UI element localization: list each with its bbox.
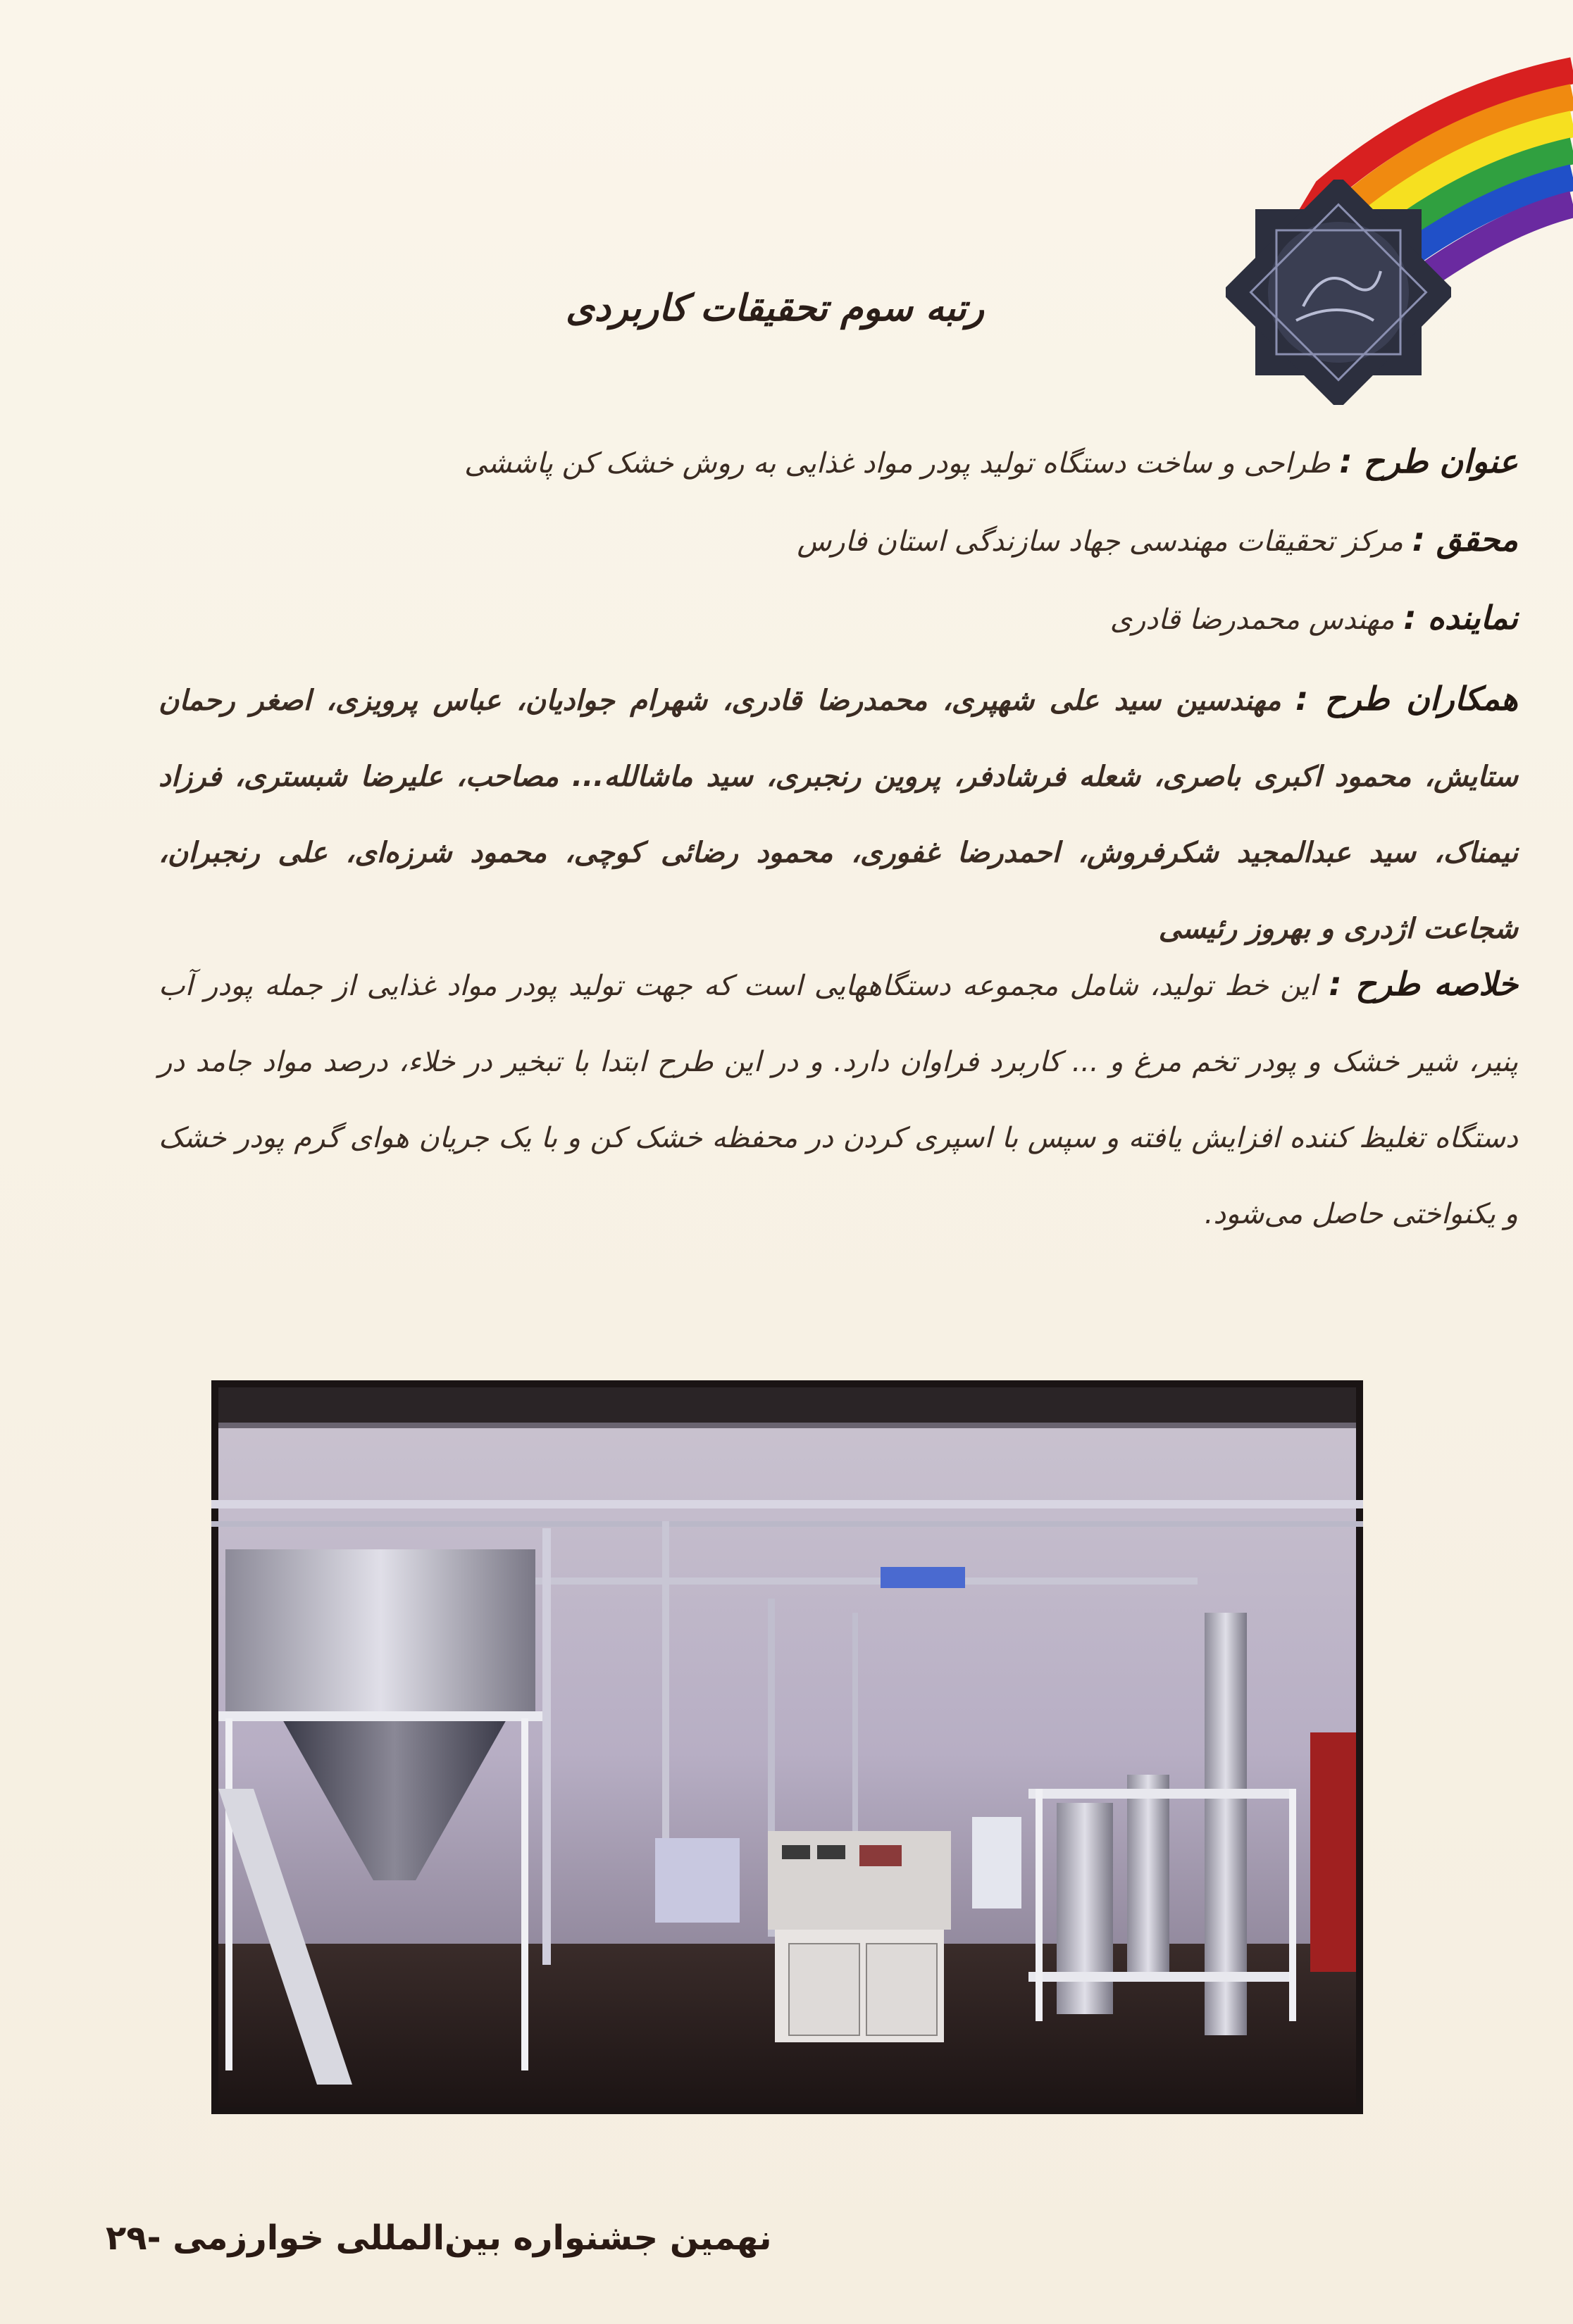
festival-emblem: [1226, 180, 1451, 405]
representative-row: [158, 596, 1518, 641]
project-title-row: [158, 440, 1518, 485]
collaborators-row: [158, 661, 1518, 967]
page-footer: نهمین جشنواره بین‌المللی خوارزمی -۲۹: [106, 2218, 772, 2258]
project-details: [158, 440, 1518, 1252]
project-title-label: عنوان طرح :: [1339, 442, 1518, 480]
collaborators-label: همکاران طرح :: [1295, 680, 1519, 718]
researcher-label: محقق :: [1412, 520, 1518, 558]
summary-row: [158, 946, 1518, 1252]
equipment-photo: [211, 1380, 1363, 2114]
researcher-value: مرکز تحقیقات مهندسی جهاد سازندگی استان فارس: [797, 525, 1403, 558]
page-title: رتبه سوم تحقیقات کاربردی: [566, 287, 984, 330]
summary-label: خلاصه طرح :: [1329, 965, 1519, 1003]
researcher-row: [158, 518, 1518, 563]
representative-label: نماینده :: [1403, 599, 1518, 637]
project-title-value: طراحی و ساخت دستگاه تولید پودر مواد غذایی به روش خشک کن پاششی: [464, 447, 1331, 480]
collaborators-value: مهندسین سید علی شهپری، محمدرضا قادری، شهرام جوادیان، عباس پرویزی، اصغر رحمان ستایش، محمود اکبری باصری، شعله فرشادفر، پروین رنجبری، سید ماشالله... مصاحب، علیرضا شبستری، فرزاد نیمناک، سید عبدالمجید شکرفروش، احمدرضا غفوری، محمود رضائی کوچی، محمود شرزه‌ای، علی رنجبران، شجاعت اژدری و بهروز رئیسی: [158, 685, 1518, 945]
summary-value: این خط تولید، شامل مجموعه دستگاههایی است که جهت تولید پودر مواد غذایی از جمله پودر آب پنیر، شیر خشک و پودر تخم مرغ و ... کاربرد فراوان دارد. و در این طرح ابتدا با تبخیر در خلاء، درصد مواد جامد در دستگاه تغلیظ کننده افزایش یافته و سپس با اسپری کردن در محفظه خشک کن و با یک جریان هوای گرم پودر خشک و یکنواختی حاصل می‌شود.: [158, 970, 1518, 1230]
representative-value: مهندس محمدرضا قادری: [1109, 604, 1395, 636]
